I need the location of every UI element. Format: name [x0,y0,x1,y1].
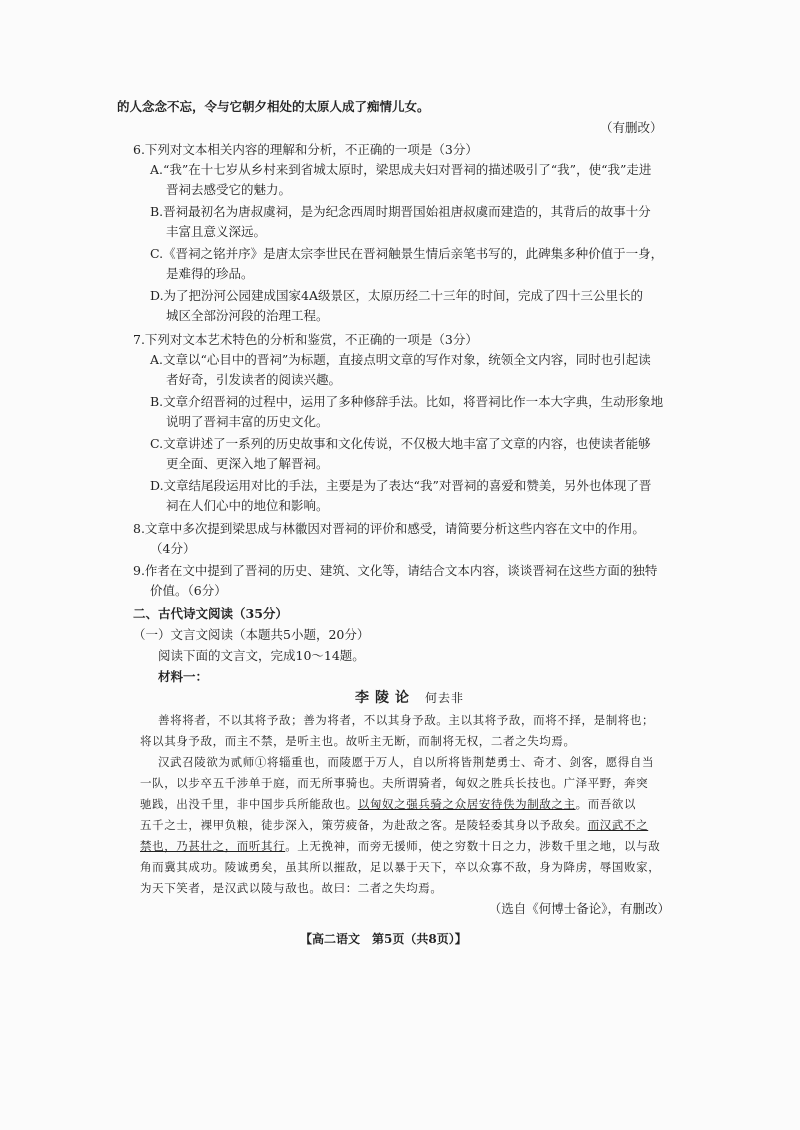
essay-segment: 。上无挽神，而旁无援师，使之穷数十日之力，涉数千里之地，以与敌 [285,839,661,853]
essay-line: 汉武召陵欲为贰师①将辎重也，而陵愿于万人，自以所将皆荆楚勇士、奇才、剑客，愿得自当 [158,755,655,769]
essay-segment: 五千之士，裸甲负粮，徒步深入，策劳疲备，为赴敌之客。是陵轻委其身以予敌矣。 [140,818,588,832]
essay-line: 善将将者，不以其将予敌；善为将者，不以其身予敌。主以其将予敌，而将不择，是制将也； [158,713,655,727]
question-6-option-c: C.《晋祠之铭并序》是唐太宗李世民在晋祠触景生情后亲笔书写的，此碑集多种价值于一身， [150,246,664,261]
question-7-option-c: C.文章讲述了一系列的历史故事和文化传说，不仅极大地丰富了文章的内容，也使读者能够 [150,436,651,451]
question-6-option-c-cont: 是难得的珍品。 [166,266,254,281]
underlined-sentence: 而汉武不之 [587,818,649,832]
essay-line: 将以其身予敌，而主不禁，是听主也。故听主无断，而制将无权，二者之失均焉。 [140,734,576,748]
question-6-option-a-cont: 晋祠去感受它的魅力。 [166,182,292,197]
section-heading: 二、古代诗文阅读（35分） [133,606,288,621]
question-6-option-a: A.“我”在十七岁从乡村来到省城太原时，梁思成夫妇对晋祠的描述吸引了“我”，使“我”走进 [150,162,652,177]
essay-line [140,794,636,814]
question-8-score: （4分） [150,541,196,556]
underlined-sentence: 禁也，乃甚壮之，而听其行 [140,839,286,853]
question-7-option-a-cont: 者好奇，引发读者的阅读兴趣。 [166,372,342,387]
question-7-option-d: D.文章结尾段运用对比的手法，主要是为了表达“我”对晋祠的喜爱和赞美，另外也体现了晋 [150,478,652,493]
question-7-option-d-cont: 祠在人们心中的地位和影响。 [166,498,329,513]
essay-line: 一队，以步卒五千涉单于庭，而无所事骑也。夫所谓骑者，匈奴之胜兵长技也。广泽平野，奔突 [140,776,649,790]
question-7-option-a: A.文章以“心目中的晋祠”为标题，直接点明文章的写作对象，统领全文内容，同时也引起读 [150,352,651,367]
question-7-stem: 7.下列对文本艺术特色的分析和鉴赏，不正确的一项是（3分） [133,332,478,347]
essay-segment: 驰践，出没千里，非中国步兵所能敌也。 [140,797,358,811]
essay-segment: 。而吾欲以 [575,797,637,811]
continued-text-line: 的人念念不忘，令与它朝夕相处的太原人成了痴情儿女。 [117,99,430,114]
essay-line: 角而冀其成功。陵诚勇矣，虽其所以摧敌，足以暴于天下，卒以众寡不敌，身为降虏，辱国败家， [140,860,661,874]
question-9-cont: 价值。（6分） [150,583,227,598]
question-7-option-b-cont: 说明了晋祠丰富的历史文化。 [166,414,329,429]
essay-source: （选自《何博士备论》，有删改） [488,901,670,916]
underlined-sentence: 以匈奴之强兵骑之众居安待佚为制敌之主 [357,797,576,811]
essay-line: 为天下笑者，是汉武以陵与敌也。故曰：二者之失均焉。 [140,881,443,895]
essay-line [140,836,660,856]
essay-line [140,815,648,835]
source-note: （有删改） [600,120,663,135]
question-9: 9.作者在文中提到了晋祠的历史、建筑、文化等，请结合文本内容，谈谈晋祠在这些方面的独特 [133,563,658,578]
question-7-option-b: B.文章介绍晋祠的过程中，运用了多种修辞手法。比如，将晋祠比作一本大字典，生动形象地 [150,394,664,409]
question-6-option-b: B.晋祠最初名为唐叔虞祠，是为纪念西周时期晋国始祖唐叔虞而建造的，其背后的故事十分 [150,204,651,219]
material-label: 材料一： [158,669,209,684]
question-7-option-c-cont: 更全面、更深入地了解晋祠。 [166,456,329,471]
question-6-option-d-cont: 城区全部汾河段的治理工程。 [166,308,329,323]
question-6-option-b-cont: 丰富且意义深远。 [166,224,267,239]
question-8: 8.文章中多次提到梁思成与林徽因对晋祠的评价和感受，请简要分析这些内容在文中的作用。 [133,521,645,536]
page-footer: 【高二语文 第5页（共8页）】 [300,932,467,946]
subsection-heading: （一）文言文阅读（本题共5小题，20分） [133,627,370,642]
essay-author: 何去非 [425,691,465,705]
question-6-stem: 6.下列对文本相关内容的理解和分析，不正确的一项是（3分） [133,142,478,157]
reading-instruction: 阅读下面的文言文，完成10～14题。 [158,648,365,663]
essay-title-line [355,688,464,708]
question-6-option-d: D.为了把汾河公园建成国家4A级景区，太原历经二十三年的时间，完成了四十三公里长的 [150,288,644,303]
essay-title: 李陵论 [355,690,415,706]
